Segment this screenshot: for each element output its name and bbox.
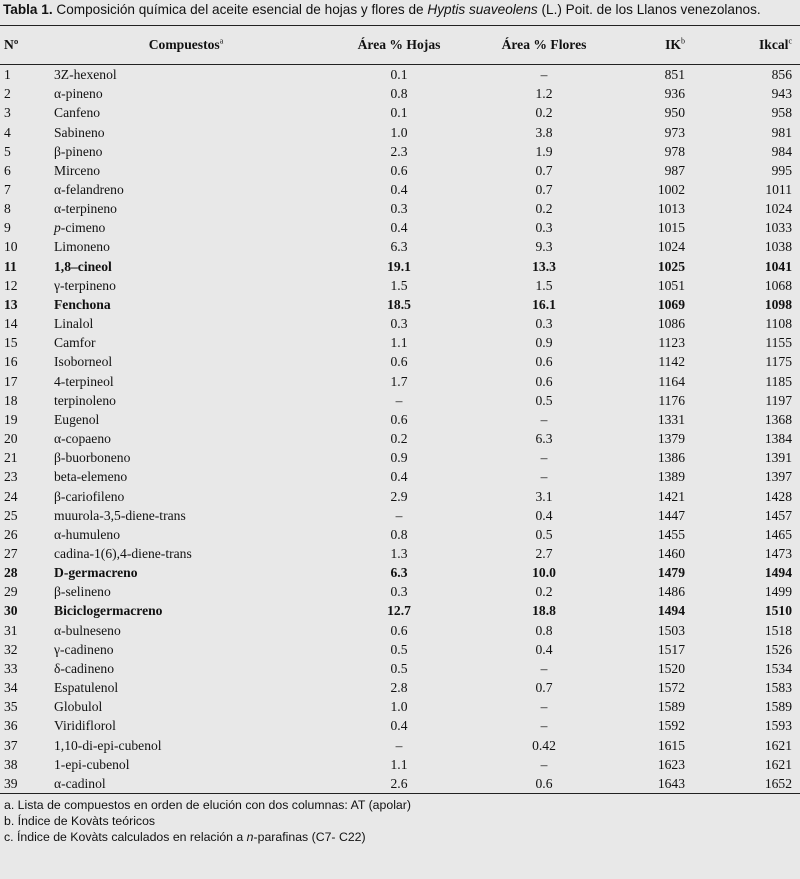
- cell-flores: 0.2: [535, 201, 553, 217]
- header-no: [0, 26, 52, 65]
- cell-compound: Globulol: [54, 699, 103, 715]
- cell-ikcal: 1041: [764, 258, 792, 274]
- cell-hojas: 0.3: [390, 201, 408, 217]
- caption-text-after: (L.) Poit. de los Llanos venezolanos.: [537, 2, 761, 17]
- footnote-c-before: c. Índice de Kovàts calculados en relación a: [4, 829, 247, 844]
- cell-no: 28: [4, 565, 18, 581]
- cell-flores: 0.5: [535, 526, 553, 542]
- table-row: [0, 448, 800, 467]
- cell-hojas: 0.6: [390, 354, 408, 370]
- cell-ik: 1615: [657, 737, 685, 753]
- cell-flores: 3.1: [535, 488, 553, 504]
- cell-no: 7: [4, 182, 11, 198]
- cell-no: 6: [4, 162, 11, 178]
- cell-flores: 0.4: [535, 507, 553, 523]
- cell-no: 15: [4, 335, 18, 351]
- cell-compound: β-cariofileno: [54, 488, 125, 504]
- cell-no: 12: [4, 277, 18, 293]
- cell-ikcal: 1583: [764, 680, 792, 696]
- cell-ikcal: 1185: [765, 373, 792, 389]
- cell-flores: –: [540, 756, 548, 772]
- cell-ikcal: 1499: [764, 584, 792, 600]
- cell-hojas: 2.9: [390, 488, 408, 504]
- cell-no: 27: [4, 545, 18, 561]
- table-footnotes: [0, 794, 800, 845]
- table-row: [0, 237, 800, 256]
- cell-flores: –: [540, 411, 548, 427]
- cell-ikcal: 1397: [764, 469, 792, 485]
- table-row: [0, 640, 800, 659]
- table-caption: [0, 0, 800, 25]
- cell-flores: –: [540, 450, 548, 466]
- cell-ikcal: 1038: [764, 239, 792, 255]
- cell-flores: 3.8: [535, 124, 553, 140]
- cell-compound: β-selineno: [54, 584, 111, 600]
- cell-ik: 1051: [657, 277, 685, 293]
- table-row: [0, 122, 800, 141]
- cell-ik: 1460: [657, 545, 685, 561]
- cell-ikcal: 1473: [764, 545, 792, 561]
- cell-hojas: –: [395, 737, 403, 753]
- cell-ik: 1503: [657, 622, 685, 638]
- cell-flores: 16.1: [532, 296, 556, 312]
- cell-compound: cadina-1(6),4-diene-trans: [54, 545, 192, 561]
- cell-ik: 1164: [658, 373, 685, 389]
- cell-ikcal: 1384: [764, 431, 792, 447]
- cell-ik: 1643: [610, 774, 715, 794]
- cell-ik: 1386: [657, 450, 685, 466]
- cell-flores: 1.9: [535, 143, 553, 159]
- cell-hojas: 0.2: [390, 431, 408, 447]
- table-row: [0, 716, 800, 735]
- cell-flores: 0.2: [535, 105, 553, 121]
- table-row: [0, 755, 800, 774]
- table-row: [0, 372, 800, 391]
- table-row: [0, 525, 800, 544]
- cell-ikcal: 1033: [764, 220, 792, 236]
- cell-hojas: 1.0: [390, 124, 408, 140]
- cell-hojas: 0.5: [390, 641, 408, 657]
- table-row: [0, 295, 800, 314]
- cell-ikcal: 1391: [764, 450, 792, 466]
- cell-hojas: 0.9: [390, 450, 408, 466]
- cell-compound: Canfeno: [54, 105, 101, 121]
- cell-ikcal: 1024: [764, 201, 792, 217]
- cell-compound: D-germacreno: [54, 565, 138, 581]
- cell-hojas: 0.6: [390, 162, 408, 178]
- cell-ik: 1494: [657, 603, 685, 619]
- cell-hojas: –: [395, 507, 403, 523]
- cell-compound: β-pineno: [54, 143, 103, 159]
- table-row: [0, 276, 800, 295]
- cell-compound: Mirceno: [54, 162, 101, 178]
- header-ik: [610, 26, 715, 65]
- table-row: [0, 506, 800, 525]
- cell-hojas: 0.4: [390, 182, 408, 198]
- cell-compound: muurola-3,5-diene-trans: [54, 507, 186, 523]
- cell-ikcal: 1534: [764, 660, 792, 676]
- header-compound: [52, 26, 320, 65]
- table-row: [0, 467, 800, 486]
- cell-ikcal: 1494: [764, 565, 792, 581]
- cell-ikcal: 1098: [764, 296, 792, 312]
- table-header: [0, 26, 800, 65]
- cell-compound: Linalol: [54, 316, 94, 332]
- cell-flores: 0.6: [535, 373, 553, 389]
- cell-ik: 1455: [657, 526, 685, 542]
- cell-hojas: 1.7: [390, 373, 408, 389]
- cell-ik: 1479: [657, 565, 685, 581]
- cell-ikcal: 1428: [764, 488, 792, 504]
- cell-compound: α-terpineno: [54, 201, 117, 217]
- cell-no: 14: [4, 316, 18, 332]
- cell-no: 31: [4, 622, 18, 638]
- cell-hojas: 19.1: [387, 258, 411, 274]
- table-row: [0, 199, 800, 218]
- cell-hojas: 0.4: [390, 220, 408, 236]
- cell-no: 23: [4, 469, 18, 485]
- table-row: [0, 410, 800, 429]
- footnote-c-italic: n: [246, 829, 254, 844]
- cell-flores: 0.2: [535, 584, 553, 600]
- cell-hojas: 12.7: [387, 603, 411, 619]
- cell-ik: 1379: [657, 431, 685, 447]
- cell-compound: δ-cadineno: [54, 660, 114, 676]
- cell-ik: 1176: [658, 392, 685, 408]
- cell-ik: 1623: [657, 756, 685, 772]
- cell-compound: 1,10-di-epi-cubenol: [54, 737, 162, 753]
- header-ikcal-label: Ikcal: [758, 37, 789, 52]
- cell-compound: Eugenol: [54, 411, 100, 427]
- cell-ik: 1389: [657, 469, 685, 485]
- cell-ikcal: 984: [771, 143, 792, 159]
- cell-ikcal: 1510: [764, 603, 792, 619]
- cell-no: 25: [4, 507, 18, 523]
- cell-hojas: –: [395, 392, 403, 408]
- table-row: [0, 774, 800, 794]
- cell-flores: 0.6: [535, 354, 553, 370]
- cell-hojas: 0.8: [390, 86, 408, 102]
- cell-ikcal: 1518: [764, 622, 792, 638]
- cell-hojas: 1.1: [390, 335, 408, 351]
- cell-no: 34: [4, 680, 18, 696]
- cell-ikcal: 995: [771, 162, 792, 178]
- cell-ik: 1013: [657, 201, 685, 217]
- table-row: [0, 84, 800, 103]
- caption-label: Tabla 1.: [3, 2, 53, 17]
- cell-flores: 0.9: [535, 335, 553, 351]
- table-row: [0, 544, 800, 563]
- cell-no: 5: [4, 143, 11, 159]
- cell-flores: –: [540, 660, 548, 676]
- header-ik-footnote: b: [681, 36, 685, 46]
- cell-ik: 1572: [657, 680, 685, 696]
- cell-ikcal: 1175: [765, 354, 792, 370]
- cell-no: 16: [4, 354, 18, 370]
- cell-compound: α-cadinol: [52, 774, 320, 794]
- cell-no: 38: [4, 756, 18, 772]
- cell-flores: –: [540, 718, 548, 734]
- cell-compound: Limoneno: [54, 239, 110, 255]
- cell-no: 4: [4, 124, 11, 140]
- cell-flores: 0.3: [535, 316, 553, 332]
- cell-hojas: 0.3: [390, 316, 408, 332]
- header-hojas-label: Área % Hojas: [357, 37, 441, 52]
- cell-ikcal: 1526: [764, 641, 792, 657]
- cell-compound: α-pineno: [54, 86, 103, 102]
- table-row: [0, 218, 800, 237]
- cell-hojas: 6.3: [390, 565, 408, 581]
- table-row: [0, 65, 800, 85]
- cell-no: 37: [4, 737, 18, 753]
- cell-ik: 1486: [657, 584, 685, 600]
- footnote-a: a. Lista de compuestos en orden de elución con dos columnas: AT (apolar): [4, 797, 411, 812]
- cell-no: 9: [4, 220, 11, 236]
- cell-compound: 1,8–cineol: [54, 258, 112, 274]
- cell-ikcal: 943: [771, 86, 792, 102]
- cell-ikcal: 1457: [764, 507, 792, 523]
- table-row: [0, 257, 800, 276]
- cell-flores: 18.8: [532, 603, 556, 619]
- cell-ik: 1002: [657, 182, 685, 198]
- cell-hojas: 0.8: [390, 526, 408, 542]
- cell-no: 39: [0, 774, 52, 794]
- cell-flores: 0.5: [535, 392, 553, 408]
- cell-flores: 0.3: [535, 220, 553, 236]
- cell-ikcal: 1589: [764, 699, 792, 715]
- table-row: [0, 659, 800, 678]
- cell-no: 17: [4, 373, 18, 389]
- cell-flores: 2.7: [535, 545, 553, 561]
- footnote-b: b. Índice de Kovàts teóricos: [4, 813, 156, 828]
- cell-compound: α-bulneseno: [54, 622, 121, 638]
- footnote-c: [4, 829, 800, 845]
- table-row: [0, 391, 800, 410]
- cell-hojas: 1.3: [390, 545, 408, 561]
- cell-compound: [52, 218, 320, 237]
- header-ik-label: IK: [665, 37, 681, 52]
- cell-ikcal: 1197: [765, 392, 792, 408]
- cell-ik: 978: [664, 143, 685, 159]
- cell-ik: 1015: [657, 220, 685, 236]
- cell-flores: –: [540, 67, 548, 83]
- header-ikcal: [715, 26, 800, 65]
- cell-flores: 9.3: [535, 239, 553, 255]
- cell-ikcal: 981: [771, 124, 792, 140]
- cell-ik: 936: [664, 86, 685, 102]
- cell-hojas: 2.8: [390, 680, 408, 696]
- cell-no: 21: [4, 450, 18, 466]
- cell-no: 1: [4, 67, 11, 83]
- cell-flores: 6.3: [535, 431, 553, 447]
- cell-no: 26: [4, 526, 18, 542]
- caption-species: Hyptis suaveolens: [427, 2, 538, 17]
- cell-compound: α-copaeno: [54, 431, 111, 447]
- table-row: [0, 486, 800, 505]
- cell-flores: 1.2: [535, 86, 553, 102]
- cell-ik: 1520: [657, 660, 685, 676]
- cell-no: 3: [4, 105, 11, 121]
- table-row: [0, 563, 800, 582]
- cell-hojas: 0.4: [390, 718, 408, 734]
- cell-ikcal: 1465: [764, 526, 792, 542]
- cell-compound: γ-cadineno: [54, 641, 114, 657]
- header-row: [0, 26, 800, 65]
- cell-no: 35: [4, 699, 18, 715]
- cell-compound: Viridiflorol: [54, 718, 116, 734]
- cell-hojas: 0.3: [390, 584, 408, 600]
- cell-flores: 10.0: [532, 565, 556, 581]
- cell-ikcal: 1593: [764, 718, 792, 734]
- cell-flores: 0.42: [532, 737, 556, 753]
- cell-hojas: 2.3: [390, 143, 408, 159]
- cell-ik: 1517: [657, 641, 685, 657]
- table-row: [0, 697, 800, 716]
- cell-no: 18: [4, 392, 18, 408]
- cell-no: 8: [4, 201, 11, 217]
- cell-ik: 1024: [657, 239, 685, 255]
- cell-ik: 1447: [657, 507, 685, 523]
- cell-no: 32: [4, 641, 18, 657]
- cell-compound: α-humuleno: [54, 526, 121, 542]
- cell-hojas: 0.4: [390, 469, 408, 485]
- cell-no: 19: [4, 411, 18, 427]
- cell-flores: 0.6: [478, 774, 610, 794]
- table-row: [0, 103, 800, 122]
- cell-hojas: 1.5: [390, 277, 408, 293]
- table-row: [0, 333, 800, 352]
- cell-ik: 1592: [657, 718, 685, 734]
- cell-flores: 13.3: [532, 258, 556, 274]
- cell-ik: 987: [664, 162, 685, 178]
- cell-flores: 0.8: [535, 622, 553, 638]
- cell-compound: Camfor: [54, 335, 96, 351]
- cell-ik: 1123: [658, 335, 685, 351]
- cell-ik: 1331: [657, 411, 685, 427]
- cell-compound: Isoborneol: [54, 354, 113, 370]
- table-row: [0, 180, 800, 199]
- cell-ik: 1086: [657, 316, 685, 332]
- compound-name: -cimeno: [60, 220, 106, 236]
- cell-compound: beta-elemeno: [54, 469, 128, 485]
- cell-compound: α-felandreno: [54, 182, 124, 198]
- compound-prefix: p: [54, 220, 61, 236]
- cell-compound: Espatulenol: [54, 680, 119, 696]
- cell-ik: 1142: [658, 354, 685, 370]
- header-hojas: [320, 26, 478, 65]
- header-compound-label: Compuestos: [148, 37, 220, 52]
- table-row: [0, 161, 800, 180]
- cell-compound: 1-epi-cubenol: [54, 756, 130, 772]
- cell-ikcal: 856: [771, 67, 792, 83]
- cell-no: 24: [4, 488, 18, 504]
- header-ikcal-footnote: c: [788, 36, 792, 46]
- cell-flores: –: [540, 469, 548, 485]
- composition-table: [0, 25, 800, 794]
- cell-flores: 0.7: [535, 680, 553, 696]
- footnote-c-after: -parafinas (C7- C22): [253, 829, 366, 844]
- cell-hojas: 0.1: [390, 105, 408, 121]
- cell-hojas: 0.1: [390, 67, 408, 83]
- cell-compound: Sabineno: [54, 124, 105, 140]
- cell-hojas: 1.0: [390, 699, 408, 715]
- cell-flores: –: [540, 699, 548, 715]
- cell-hojas: 0.5: [390, 660, 408, 676]
- table-row: [0, 314, 800, 333]
- cell-hojas: 0.6: [390, 622, 408, 638]
- cell-compound: terpinoleno: [54, 392, 116, 408]
- cell-no: 13: [4, 296, 18, 312]
- table-row: [0, 621, 800, 640]
- table-row: [0, 429, 800, 448]
- table-row: [0, 735, 800, 754]
- cell-no: 33: [4, 660, 18, 676]
- caption-text-before: Composición química del aceite esencial de hojas y flores de: [52, 2, 428, 17]
- cell-hojas: 1.1: [390, 756, 408, 772]
- header-flores: [478, 26, 610, 65]
- table-row: [0, 582, 800, 601]
- cell-ikcal: 1621: [764, 737, 792, 753]
- cell-no: 2: [4, 86, 11, 102]
- cell-ik: 1589: [657, 699, 685, 715]
- cell-ikcal: 1155: [765, 335, 792, 351]
- cell-ikcal: 1011: [765, 182, 792, 198]
- cell-hojas: 2.6: [320, 774, 478, 794]
- cell-ikcal: 1652: [715, 774, 800, 794]
- cell-ikcal: 1068: [764, 277, 792, 293]
- table-row: [0, 142, 800, 161]
- cell-ikcal: 1108: [765, 316, 792, 332]
- cell-compound: 3Z-hexenol: [54, 67, 117, 83]
- cell-flores: 0.7: [535, 162, 553, 178]
- cell-no: 36: [4, 718, 18, 734]
- cell-hojas: 18.5: [387, 296, 411, 312]
- cell-ik: 950: [664, 105, 685, 121]
- cell-no: 11: [4, 258, 17, 274]
- header-flores-label: Área % Flores: [501, 37, 587, 52]
- header-no-label: Nº: [4, 37, 19, 52]
- table-row: [0, 352, 800, 371]
- cell-ik: 1421: [657, 488, 685, 504]
- cell-no: 29: [4, 584, 18, 600]
- cell-flores: 0.7: [535, 182, 553, 198]
- cell-ik: 1069: [657, 296, 685, 312]
- cell-hojas: 6.3: [390, 239, 408, 255]
- cell-compound: 4-terpineol: [54, 373, 114, 389]
- cell-flores: 1.5: [535, 277, 553, 293]
- cell-no: 10: [4, 239, 18, 255]
- cell-ikcal: 1368: [764, 411, 792, 427]
- cell-compound: β-buorboneno: [54, 450, 131, 466]
- cell-compound: Fenchona: [54, 296, 111, 312]
- cell-flores: 0.4: [535, 641, 553, 657]
- cell-compound: γ-terpineno: [54, 277, 116, 293]
- cell-compound: Biciclogermacreno: [54, 603, 163, 619]
- header-compound-footnote: a: [219, 36, 224, 46]
- table-row: [0, 601, 800, 620]
- cell-ikcal: 1621: [764, 756, 792, 772]
- cell-ik: 973: [664, 124, 685, 140]
- table-body: [0, 65, 800, 794]
- cell-no: 30: [4, 603, 18, 619]
- cell-no: 20: [4, 431, 18, 447]
- table-row: [0, 678, 800, 697]
- cell-ik: 1025: [657, 258, 685, 274]
- cell-ikcal: 958: [771, 105, 792, 121]
- cell-hojas: 0.6: [390, 411, 408, 427]
- cell-ik: 851: [664, 67, 685, 83]
